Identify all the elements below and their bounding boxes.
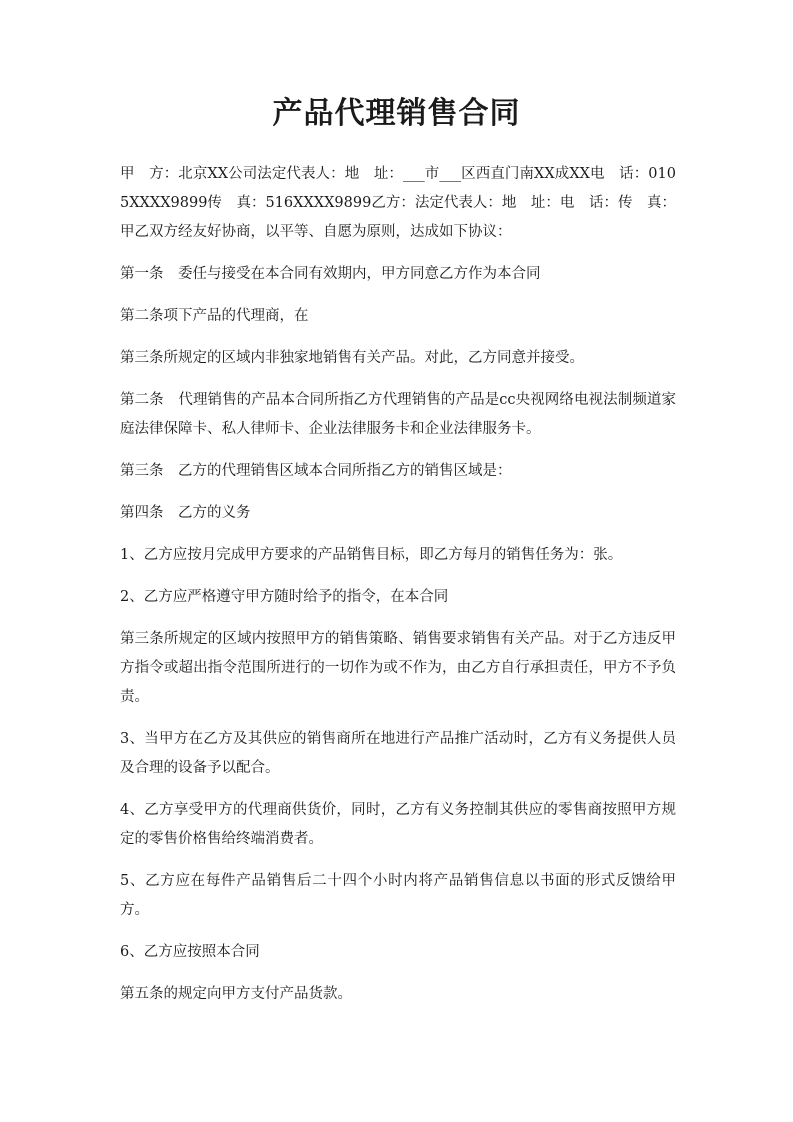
paragraph-obligation-5: 5、乙方应在每件产品销售后二十四个小时内将产品销售信息以书面的形式反馈给甲方。 bbox=[120, 873, 676, 918]
paragraph-article-1-region: 第三条所规定的区域内非独家地销售有关产品。对此，乙方同意并接受。 bbox=[120, 350, 584, 366]
paragraph-obligation-2-cont: 第三条所规定的区域内按照甲方的销售策略、销售要求销售有关产品。对于乙方违反甲方指令或超出指令范围所进行的一切作为或不作为，由乙方自行承担责任，甲方不予负责。 bbox=[120, 631, 676, 705]
paragraph-article-3-region: 第三条 乙方的代理销售区域本合同所指乙方的销售区域是： bbox=[120, 463, 512, 479]
paragraph-obligation-1: 1、乙方应按月完成甲方要求的产品销售目标，即乙方每月的销售任务为：张。 bbox=[120, 547, 623, 563]
document-title: 产品代理销售合同 bbox=[272, 96, 521, 131]
paragraph-article-1-cont: 第二条项下产品的代理商，在 bbox=[120, 308, 309, 324]
paragraph-parties: 甲 方：北京XX公司法定代表人：地 址：___市___区西直门南XX成XX电 话：0105XXXX9899传 真：516XXXX9899乙方：法定代表人：地 址：电 话：传 真：甲乙双方经友好协商，以平等、自愿为原则，达成如下协议： bbox=[120, 166, 676, 240]
paragraph-obligation-2: 2、乙方应严格遵守甲方随时给予的指令，在本合同 bbox=[120, 589, 449, 605]
paragraph-obligation-4: 4、乙方享受甲方的代理商供货价，同时，乙方有义务控制其供应的零售商按照甲方规定的零售价格售给终端消费者。 bbox=[120, 802, 676, 847]
paragraph-article-1: 第一条 委任与接受在本合同有效期内，甲方同意乙方作为本合同 bbox=[120, 266, 541, 282]
paragraph-obligation-6: 6、乙方应按照本合同 bbox=[120, 944, 260, 960]
paragraph-obligation-3: 3、当甲方在乙方及其供应的销售商所在地进行产品推广活动时，乙方有义务提供人员及合理的设备予以配合。 bbox=[120, 731, 676, 776]
document-body bbox=[120, 160, 676, 1022]
paragraph-article-2-products: 第二条 代理销售的产品本合同所指乙方代理销售的产品是cc央视网络电视法制频道家庭法律保障卡、私人律师卡、企业法律服务卡和企业法律服务卡。 bbox=[120, 392, 676, 437]
paragraph-article-4-heading: 第四条 乙方的义务 bbox=[120, 505, 251, 521]
paragraph-article-5: 第五条的规定向甲方支付产品货款。 bbox=[120, 986, 352, 1002]
